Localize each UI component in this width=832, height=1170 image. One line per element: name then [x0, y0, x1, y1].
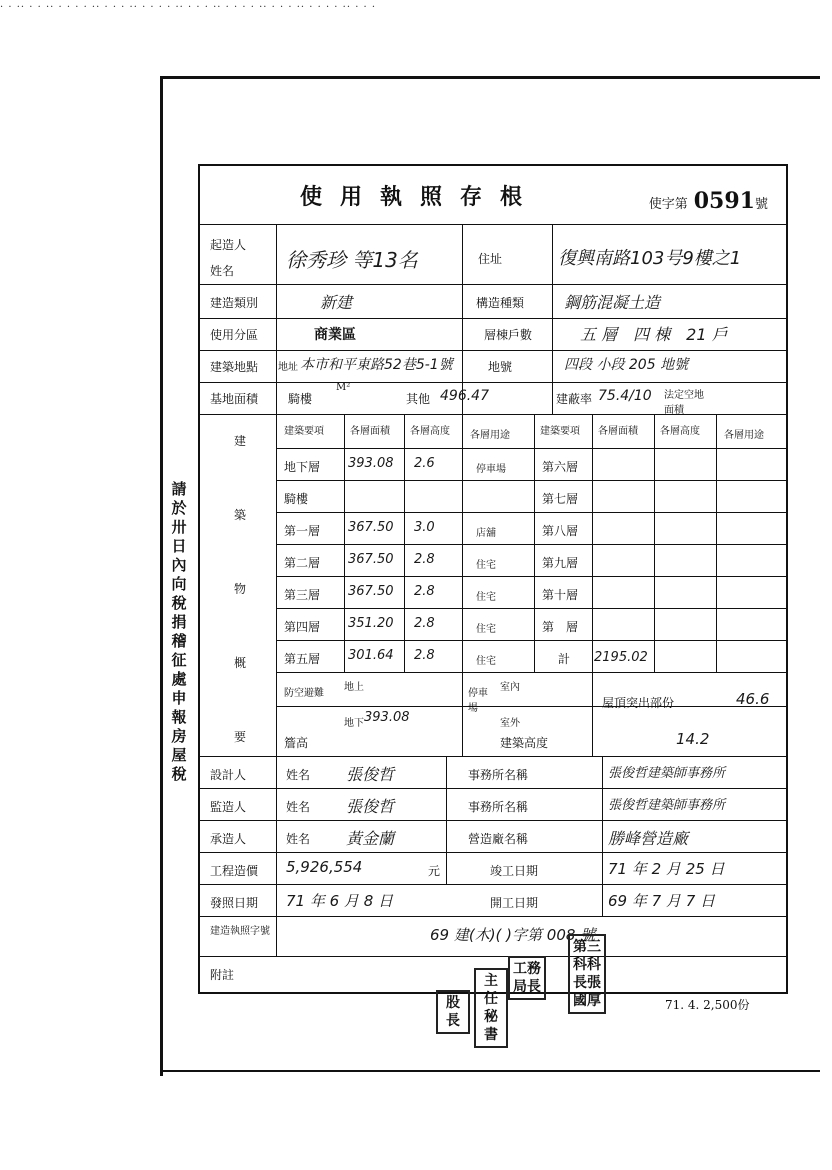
floor-name: 地下層: [284, 460, 321, 474]
rule: [276, 640, 786, 641]
parking-label: 停車場: [468, 688, 488, 714]
total-label: 計: [558, 652, 571, 666]
applicant-name: 徐秀珍 等13名: [286, 248, 418, 272]
floor-name: 第二層: [284, 556, 321, 570]
arcade-label: 騎樓: [288, 392, 313, 406]
supervisor-label: 監造人: [210, 800, 247, 814]
contractor-firm: 勝峰營造廠: [608, 829, 689, 848]
structure-label: 構造種類: [476, 296, 525, 310]
address-value: 復興南路103号9樓之1: [558, 248, 742, 269]
cost-unit: 元: [428, 864, 441, 878]
location-addr-prefix: 地址: [278, 362, 298, 373]
floor-name-right: 第九層: [542, 556, 579, 570]
rule: [200, 350, 786, 351]
roof-value: 46.6: [736, 690, 770, 708]
designer-name: 張俊哲: [346, 765, 395, 784]
section-chief-stamp: 第三科科長張國厚: [568, 934, 606, 1014]
col-rule: [462, 414, 463, 756]
rule: [200, 382, 786, 383]
shelter-below-value: 393.08: [364, 710, 410, 725]
designer-name-label: 姓名: [286, 768, 311, 782]
header-height: 各層高度: [410, 426, 450, 437]
cost-value: 5,926,554: [286, 858, 363, 876]
floor-use: 停車場: [476, 464, 506, 475]
supervisor-name: 張俊哲: [346, 797, 395, 816]
shelter-above: 地上: [344, 682, 364, 693]
parking-indoor: 室內: [500, 682, 520, 693]
permit-stub-form: [198, 164, 788, 994]
building-summary-char: 概: [234, 656, 247, 670]
rule: [200, 224, 786, 225]
designer-label: 設計人: [210, 768, 247, 782]
floor-name: 第五層: [284, 652, 321, 666]
serial-number: 使字第 0591號: [648, 188, 768, 214]
rule: [276, 706, 786, 707]
floor-name-right: 第 層: [542, 620, 579, 634]
col-rule: [534, 414, 535, 672]
floor-height: 3.0: [414, 520, 435, 535]
shelter-below: 地下: [344, 718, 364, 729]
floors-label: 層棟戶數: [484, 328, 533, 342]
margin-note: 請於卅日內向稅捐稽征處申報房屋稅: [171, 480, 187, 783]
building-height-value: 14.2: [676, 730, 710, 748]
rule: [200, 788, 786, 789]
zone-label: 使用分區: [210, 328, 259, 342]
floor-area: 367.50: [348, 552, 394, 567]
rule: [200, 956, 786, 957]
header-area: 各層面積: [350, 426, 390, 437]
rule: [200, 820, 786, 821]
floor-name-right: 第六層: [542, 460, 579, 474]
scan-border-bottom: [160, 1070, 820, 1072]
header-use-right: 各層用途: [724, 430, 764, 441]
scan-noise-top: · · ·· · · ·· · · · · ·· · · · ·· · · · · ·· · · · ·· · · · · ·· · · · ·· · · · · ·· · · ·: [0, 2, 377, 13]
rule: [276, 672, 786, 673]
issue-label: 發照日期: [210, 896, 259, 910]
form-title: 使用執照存根: [300, 184, 541, 210]
permit-value: 69 建(木)( )字第 008 號: [430, 926, 596, 944]
unit-m2: M²: [336, 382, 351, 393]
col-rule: [344, 414, 345, 672]
permit-label: 建造執照字號: [210, 926, 270, 937]
floor-area: 367.50: [348, 520, 394, 535]
address-label: 住址: [478, 252, 503, 266]
other-area-label: 其他: [406, 392, 431, 406]
applicant-label-top: 起造人: [210, 238, 247, 252]
roof-label: 屋頂突出部份: [602, 696, 675, 710]
start-value: 69 年 7 月 7 日: [608, 892, 716, 910]
legal-open-area-label: 法定空地面積: [664, 390, 704, 416]
floor-area: 367.50: [348, 584, 394, 599]
rule: [276, 448, 786, 449]
land-label: 地號: [488, 360, 513, 374]
building-summary-char: 建: [234, 434, 247, 448]
clerk-stamp: 股長: [436, 990, 470, 1034]
header-item: 建築要項: [284, 426, 324, 437]
rule: [200, 884, 786, 885]
parking-outdoor: 室外: [500, 718, 520, 729]
rule: [200, 318, 786, 319]
col-rule: [276, 224, 277, 956]
floor-name: 第一層: [284, 524, 321, 538]
completion-value: 71 年 2 月 25 日: [608, 860, 725, 878]
floor-name: 騎樓: [284, 492, 309, 506]
col-rule: [602, 756, 603, 916]
floor-height: 2.8: [414, 616, 435, 631]
coverage-label: 建蔽率: [556, 392, 593, 406]
floor-name-right: 第七層: [542, 492, 579, 506]
header-item-right: 建築要項: [540, 426, 580, 437]
remark-label: 附註: [210, 968, 235, 982]
col-rule: [552, 224, 553, 414]
location-label: 建築地點: [210, 360, 259, 374]
other-area-value: 496.47: [440, 388, 489, 404]
director-stamp: 工務局長: [508, 956, 546, 1000]
col-rule: [654, 414, 655, 672]
supervisor-name-label: 姓名: [286, 800, 311, 814]
header-use: 各層用途: [470, 430, 510, 441]
zone-value: 商業區: [314, 327, 356, 343]
floor-name-right: 第八層: [542, 524, 579, 538]
floor-use: 店舖: [476, 528, 496, 539]
contractor-label: 承造人: [210, 832, 247, 846]
header-area-right: 各層面積: [598, 426, 638, 437]
rule: [276, 544, 786, 545]
area-label: 基地面積: [210, 392, 259, 406]
shelter-label: 防空避難: [284, 688, 324, 699]
building-summary-char: 物: [234, 582, 247, 596]
total-area: 2195.02: [594, 650, 648, 665]
floor-area: 351.20: [348, 616, 394, 631]
build-type-label: 建造類別: [210, 296, 259, 310]
floor-height: 2.8: [414, 584, 435, 599]
floors-value: 五 層 四 棟 21 戶: [580, 325, 728, 344]
floor-area: 393.08: [348, 456, 394, 471]
floor-use: 住宅: [476, 592, 496, 603]
contractor-firm-label: 營造廠名稱: [468, 832, 529, 846]
structure-value: 鋼筋混凝土造: [564, 293, 661, 312]
contractor-name-label: 姓名: [286, 832, 311, 846]
col-rule: [592, 414, 593, 756]
coverage-value: 75.4/10: [598, 388, 652, 404]
designer-office-label: 事務所名稱: [468, 768, 529, 782]
rule: [200, 756, 786, 757]
rule: [276, 576, 786, 577]
header-height-right: 各層高度: [660, 426, 700, 437]
cost-label: 工程造價: [210, 864, 259, 878]
rule: [276, 608, 786, 609]
land-value: 四段 小段 205 地號: [564, 357, 689, 373]
supervisor-office-label: 事務所名稱: [468, 800, 529, 814]
eaves-label: 簷高: [284, 736, 309, 750]
rule: [200, 916, 786, 917]
floor-area: 301.64: [348, 648, 394, 663]
build-type-value: 新建: [320, 293, 353, 312]
floor-height: 2.8: [414, 648, 435, 663]
floor-use: 住宅: [476, 624, 496, 635]
designer-office: 張俊哲建築師事務所: [608, 766, 726, 781]
contractor-name: 黃金蘭: [346, 829, 395, 848]
col-rule: [404, 414, 405, 672]
floor-use: 住宅: [476, 560, 496, 571]
rule: [200, 852, 786, 853]
start-label: 開工日期: [490, 896, 539, 910]
supervisor-office: 張俊哲建築師事務所: [608, 798, 726, 813]
scan-border-top: [160, 76, 820, 79]
floor-use: 住宅: [476, 656, 496, 667]
building-summary-char: 要: [234, 730, 247, 744]
col-rule: [446, 756, 447, 884]
col-rule: [716, 414, 717, 672]
floor-name-right: 第十層: [542, 588, 579, 602]
floor-height: 2.6: [414, 456, 435, 471]
scan-border-left: [160, 76, 163, 1076]
floor-height: 2.8: [414, 552, 435, 567]
rule: [276, 512, 786, 513]
floor-name: 第四層: [284, 620, 321, 634]
building-summary-char: 築: [234, 508, 247, 522]
building-height-label: 建築高度: [500, 736, 549, 750]
print-run-note: 71. 4. 2,500份: [665, 998, 750, 1012]
rule: [276, 480, 786, 481]
applicant-label-bottom: 姓名: [210, 264, 235, 278]
location-value: 本市和平東路52巷5-1號: [300, 357, 453, 373]
issue-value: 71 年 6 月 8 日: [286, 892, 394, 910]
rule: [200, 284, 786, 285]
secretary-stamp: 主任秘書: [474, 968, 508, 1048]
completion-label: 竣工日期: [490, 864, 539, 878]
col-rule: [462, 224, 463, 414]
floor-name: 第三層: [284, 588, 321, 602]
